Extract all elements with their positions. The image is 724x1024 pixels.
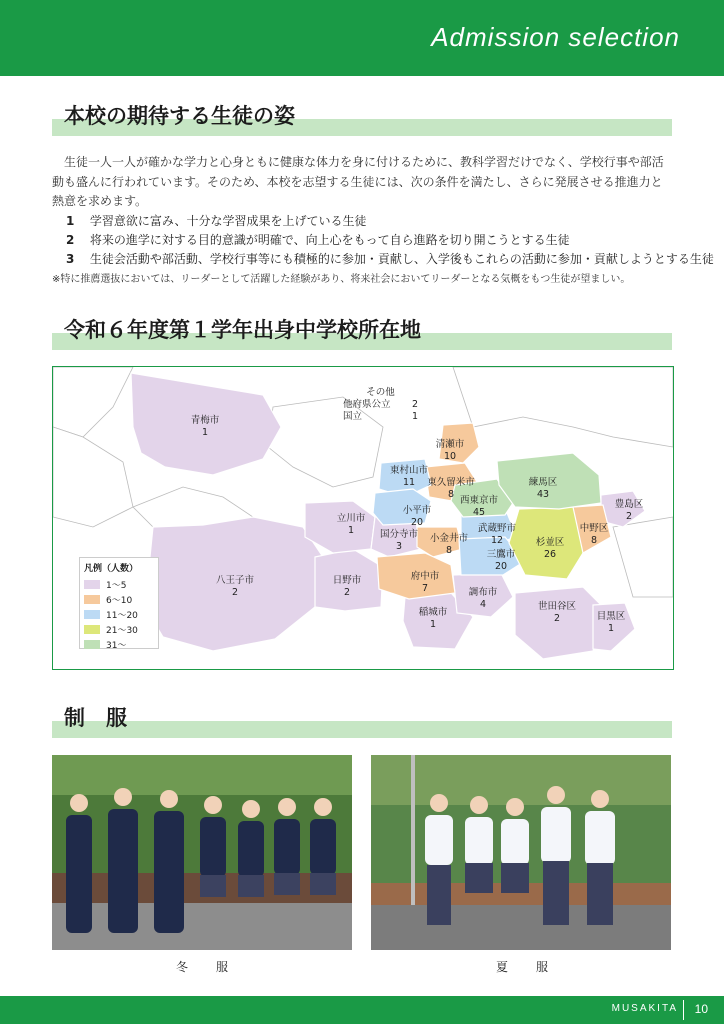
section-heading-school-locations xyxy=(52,314,672,350)
map-label-mitaka: 三鷹市 20 xyxy=(486,549,516,572)
legend-swatch xyxy=(84,640,100,649)
section-title: 令和６年度第１学年出身中学校所在地 xyxy=(64,318,421,342)
map-region-blank xyxy=(53,367,133,437)
legend-swatch xyxy=(84,595,100,604)
summer-photo-illustration xyxy=(371,755,671,950)
map-label-higashimurayama: 東村山市 11 xyxy=(389,465,429,488)
legend-item: 21～30 xyxy=(80,622,158,637)
other-label: 他府県公立 xyxy=(343,399,391,410)
condition-text: 学習意欲に富み、十分な学習成果を上げている生徒 xyxy=(89,214,367,228)
condition-text: 生徒会活動や部活動、学校行事等にも積極的に参加・貢献し、入学後もこれらの活動に参加・貢献しようとする生徒 xyxy=(89,252,714,266)
legend-item: 11～20 xyxy=(80,607,158,622)
map-label-kokubunji: 国分寺市 3 xyxy=(379,529,419,552)
map-label-inagi: 稲城市 1 xyxy=(418,607,448,630)
map-label-meguro: 目黒区 1 xyxy=(596,611,626,634)
footer-bar xyxy=(0,996,724,1024)
map-label-toshima: 豊島区 2 xyxy=(614,499,644,522)
map-label-nerima: 練馬区 43 xyxy=(528,477,558,500)
map-label-musashino: 武蔵野市 12 xyxy=(477,523,517,546)
summer-uniform-photo xyxy=(371,755,671,950)
condition-number: 2 xyxy=(66,233,75,247)
condition-item xyxy=(66,212,367,229)
map-region-blank xyxy=(613,517,673,597)
winter-caption: 冬服 xyxy=(176,960,257,974)
legend-swatch xyxy=(84,610,100,619)
other-row xyxy=(343,399,418,411)
condition-number: 1 xyxy=(66,214,75,228)
district-map xyxy=(52,366,674,670)
page-number: 10 xyxy=(694,1002,708,1016)
footer-separator xyxy=(683,1000,684,1020)
map-label-nishitokyo: 西東京市 45 xyxy=(459,495,499,518)
legend-swatch xyxy=(84,625,100,634)
map-label-tachikawa: 立川市 1 xyxy=(336,513,366,536)
section-title: 制 服 xyxy=(64,706,127,730)
map-region-blank xyxy=(453,367,673,447)
intro-paragraph: 生徒一人一人が確かな学力と心身ともに健康な体力を身に付けるために、教科学習だけでなく、学校行事や部活動も盛んに行われています。そのため、本校を志望する生徒には、次の条件を満たし、さらに発展させる推進力と熱意を求めます。 xyxy=(52,155,664,208)
other-title: その他 xyxy=(366,387,395,398)
legend-item: 6～10 xyxy=(80,592,158,607)
condition-item xyxy=(66,250,714,267)
recommendation-note: ※特に推薦選抜においては、リーダーとして活躍した経験があり、将来社会においてリーダーとなる気概をもつ生徒が望ましい。 xyxy=(52,274,631,285)
map-label-hino: 日野市 2 xyxy=(332,575,362,598)
other-schools-box xyxy=(343,387,418,423)
condition-text: 将来の進学に対する目的意識が明確で、向上心をもって自ら進路を切り開こうとする生徒 xyxy=(89,233,570,247)
map-label-fuchu: 府中市 7 xyxy=(410,571,440,594)
header-bar xyxy=(0,0,724,76)
map-label-chofu: 調布市 4 xyxy=(468,587,498,610)
section-heading-uniform xyxy=(52,702,672,738)
map-label-koganei: 小金井市 8 xyxy=(429,533,469,556)
map-label-suginami: 杉並区 26 xyxy=(535,537,565,560)
map-label-ome: 青梅市 1 xyxy=(190,415,220,438)
condition-item xyxy=(66,231,570,248)
map-label-nakano: 中野区 8 xyxy=(579,523,609,546)
map-label-setagaya: 世田谷区 2 xyxy=(537,601,577,624)
other-value: 1 xyxy=(412,411,419,422)
heading-band xyxy=(52,721,672,738)
map-label-kodaira: 小平市 20 xyxy=(402,505,432,528)
map-label-kiyose: 清瀬市 10 xyxy=(435,439,465,462)
winter-photo-illustration xyxy=(52,755,352,950)
map-legend xyxy=(79,557,159,649)
section-heading-expected-students xyxy=(52,100,672,136)
summer-caption: 夏服 xyxy=(496,960,577,974)
map-label-hachioji: 八王子市 2 xyxy=(215,575,255,598)
footer-brand: MUSAKITA xyxy=(611,1003,678,1014)
legend-swatch xyxy=(84,580,100,589)
other-label: 国立 xyxy=(343,411,363,422)
other-row xyxy=(343,411,418,423)
legend-item: 31～ xyxy=(80,637,158,652)
condition-number: 3 xyxy=(66,252,75,266)
legend-item: 1～5 xyxy=(80,577,158,592)
map-region-blank xyxy=(53,427,133,527)
winter-uniform-photo xyxy=(52,755,352,950)
header-title: Admission selection xyxy=(431,22,680,52)
other-value: 2 xyxy=(412,399,419,410)
map-label-higashikurume: 東久留米市 8 xyxy=(427,477,475,500)
section-title: 本校の期待する生徒の姿 xyxy=(64,104,295,128)
legend-title: 凡例（人数） xyxy=(84,564,139,574)
